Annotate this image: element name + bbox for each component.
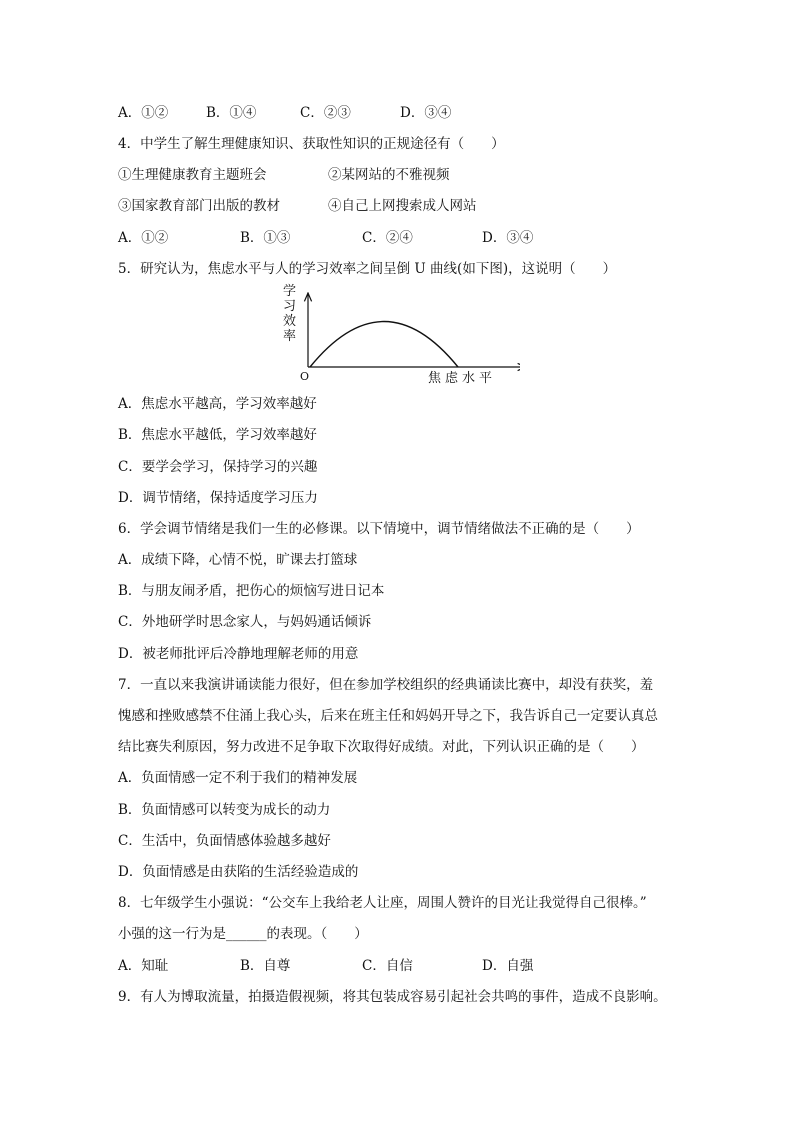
q7-option-c: C．生活中，负面情感体验越多越好 bbox=[118, 833, 331, 849]
q4-stem: 4．中学生了解生理健康知识、获取性知识的正规途径有（ ） bbox=[118, 136, 505, 152]
q4-option-b: B．①③ bbox=[240, 230, 291, 246]
origin-label: O bbox=[300, 370, 310, 383]
q7-option-d: D．负面情感是由获陷的生活经验造成的 bbox=[118, 864, 359, 880]
q6-option-b: B．与朋友闹矛盾，把伤心的烦恼写进日记本 bbox=[118, 583, 385, 599]
y-axis-label-char-2: 习 bbox=[283, 299, 297, 314]
q6-option-c: C．外地研学时思念家人，与妈妈通话倾诉 bbox=[118, 614, 372, 630]
q5-stem: 5．研究认为，焦虑水平与人的学习效率之间呈倒 U 曲线(如下图)，这说明（ ） bbox=[118, 261, 617, 277]
q3-option-b: B．①④ bbox=[206, 105, 257, 121]
q4-option-a: A．①② bbox=[118, 230, 169, 246]
q5-option-b: B．焦虑水平越低，学习效率越好 bbox=[118, 427, 317, 443]
q5-option-d: D．调节情绪，保持适度学习压力 bbox=[118, 490, 318, 506]
q6-stem: 6．学会调节情绪是我们一生的必修课。以下情境中，调节情绪做法不正确的是（ ） bbox=[118, 521, 640, 537]
q9-stem: 9．有人为博取流量，拍摄造假视频，将其包装成容易引起社会共鸣的事件，造成不良影响。 bbox=[118, 989, 667, 1005]
q4-item-4: ④自己上网搜索成人网站 bbox=[328, 198, 477, 214]
y-axis-label-char-1: 学 bbox=[283, 284, 297, 299]
q5-option-a: A．焦虑水平越高，学习效率越好 bbox=[118, 396, 317, 412]
q3-option-c: C．②③ bbox=[300, 105, 351, 121]
q6-option-d: D．被老师批评后冷静地理解老师的用意 bbox=[118, 646, 359, 662]
q8-option-c: C．自信 bbox=[362, 958, 413, 974]
q8-stem-line-2: 小强的这一行为是______的表现。（ ） bbox=[118, 926, 368, 942]
q5-option-c: C．要学会学习，保持学习的兴趣 bbox=[118, 459, 318, 475]
x-axis-label: 焦虑水平 bbox=[428, 371, 497, 386]
q6-option-a: A．成绩下降，心情不悦，旷课去打篮球 bbox=[118, 552, 358, 568]
q7-option-b: B．负面情感可以转变为成长的动力 bbox=[118, 802, 331, 818]
q4-item-1: ①生理健康教育主题班会 bbox=[118, 167, 267, 183]
q7-stem-line-1: 7．一直以来我演讲诵读能力很好，但在参加学校组织的经典诵读比赛中，却没有获奖，羞 bbox=[118, 677, 654, 693]
q8-option-a: A．知耻 bbox=[118, 958, 169, 974]
inverted-u-figure bbox=[280, 283, 520, 387]
q7-stem-line-2: 愧感和挫败感禁不住涌上我心头，后来在班主任和妈妈开导之下，我告诉自己一定要认真总 bbox=[118, 708, 658, 724]
y-axis-label-char-3: 效 bbox=[283, 314, 297, 329]
q7-stem-line-3: 结比赛失利原因，努力改进不足争取下次取得好成绩。对此，下列认识正确的是（ ） bbox=[118, 739, 645, 755]
q4-item-2: ②某网站的不雅视频 bbox=[328, 167, 450, 183]
q8-option-d: D．自强 bbox=[482, 958, 534, 974]
y-axis-label-char-4: 率 bbox=[283, 329, 297, 344]
q4-option-d: D．③④ bbox=[482, 230, 534, 246]
q8-option-b: B．自尊 bbox=[240, 958, 291, 974]
q4-option-c: C．②④ bbox=[362, 230, 413, 246]
q8-stem-line-1: 8．七年级学生小强说：“公交车上我给老人让座，周围人赞许的目光让我觉得自己很棒。” bbox=[118, 895, 647, 911]
q3-option-a: A．①② bbox=[118, 105, 169, 121]
inverted-u-curve bbox=[310, 322, 458, 368]
q4-item-3: ③国家教育部门出版的教材 bbox=[118, 198, 280, 214]
q7-option-a: A．负面情感一定不利于我们的精神发展 bbox=[118, 770, 358, 786]
q3-option-d: D．③④ bbox=[400, 105, 452, 121]
